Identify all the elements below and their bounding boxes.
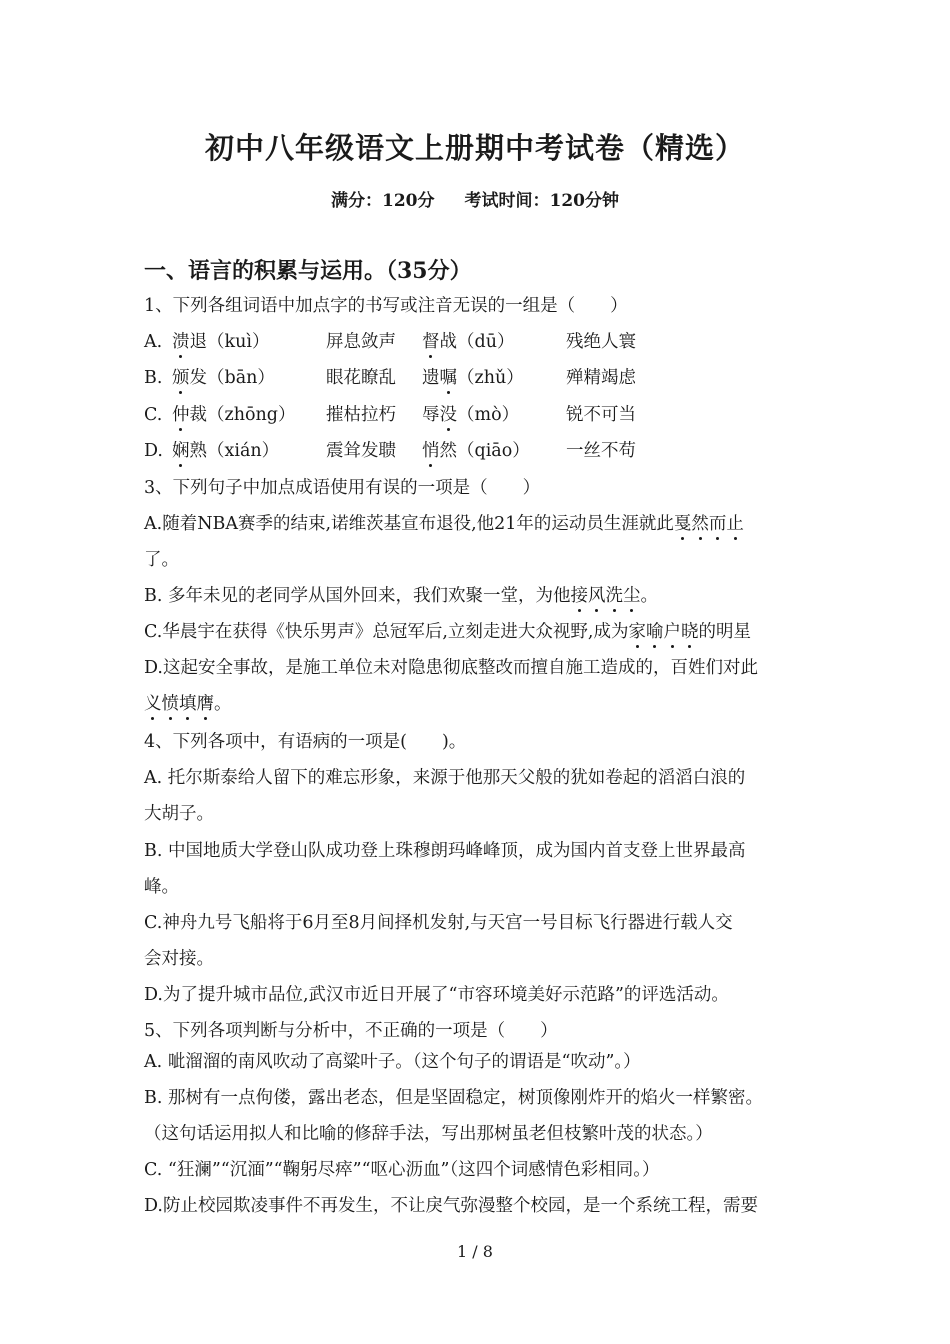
dotted-char: 没 bbox=[439, 405, 457, 425]
q5-option-b-cont: （这句话运用拟人和比喻的修辞手法，写出那树虽老但枝繁叶茂的状态。） bbox=[144, 1124, 713, 1144]
dotted-char: 户 bbox=[663, 622, 681, 642]
option-label: D. bbox=[144, 441, 163, 461]
q5-stem: 5、下列各项判断与分析中，不正确的一项是（ ） bbox=[144, 1021, 558, 1041]
q3-option-a: A.随着NBA赛季的结束,诺维茨基宣布退役,他21年的运动员生涯就此戛然而止 bbox=[144, 514, 744, 534]
q3-option-c: C.华晨宇在获得《快乐男声》总冠军后,立刻走进大众视野,成为家喻户晓的明星 bbox=[144, 622, 751, 642]
dotted-char: 洗 bbox=[605, 586, 623, 606]
exam-info bbox=[0, 186, 950, 211]
dotted-idiom bbox=[144, 694, 214, 714]
word-4: 殚精竭虑 bbox=[566, 368, 636, 388]
q3-stem: 3、下列句子中加点成语使用有误的一项是（ ） bbox=[144, 478, 541, 498]
q4-option-a-cont: 大胡子。 bbox=[144, 804, 214, 824]
dotted-char: 尘 bbox=[622, 586, 641, 606]
word-3: 督战（dū） bbox=[422, 332, 515, 352]
dotted-char: 填 bbox=[179, 694, 197, 714]
q5-option-a: A. 呲溜溜的南风吹动了高粱叶子。（这个句子的谓语是“吹动”。） bbox=[144, 1052, 641, 1072]
word-4: 一丝不苟 bbox=[566, 441, 636, 461]
dotted-char: 戛 bbox=[673, 514, 692, 534]
page-title: 初中八年级语文上册期中考试卷（精选） bbox=[204, 131, 745, 165]
q4-option-d: D.为了提升城市品位,武汉市近日开展了“市容环境美好示范路”的评选活动。 bbox=[144, 985, 729, 1005]
word-1: 颁发（bān） bbox=[172, 368, 275, 388]
q3-option-d: D.这起安全事故，是施工单位未对隐患彻底整改而擅自施工造成的，百姓们对此 bbox=[144, 658, 758, 678]
page-number: 1 / 8 bbox=[457, 1242, 493, 1261]
q4-option-a: A. 托尔斯泰给人留下的难忘形象，来源于他那天父般的犹如卷起的滔滔白浪的 bbox=[144, 768, 746, 788]
dotted-char: 喻 bbox=[645, 622, 664, 642]
dotted-idiom bbox=[570, 586, 640, 606]
word-3: 悄然（qiāo） bbox=[422, 441, 530, 461]
dotted-char: 止 bbox=[726, 514, 744, 534]
word-3: 辱没（mò） bbox=[422, 405, 520, 425]
dotted-char: 义 bbox=[144, 694, 162, 714]
word-2: 摧枯拉朽 bbox=[326, 405, 396, 425]
dotted-char: 家 bbox=[628, 622, 646, 642]
word-4: 锐不可当 bbox=[566, 405, 636, 425]
option-label: A. bbox=[144, 332, 163, 352]
dotted-char: 溃 bbox=[172, 332, 190, 352]
dotted-char: 嘱 bbox=[439, 368, 457, 388]
q4-stem: 4、下列各项中，有语病的一项是( )。 bbox=[144, 732, 467, 752]
dotted-char: 而 bbox=[708, 514, 727, 534]
q3-option-a-cont: 了。 bbox=[144, 550, 179, 570]
dotted-char: 愤 bbox=[161, 694, 179, 714]
dotted-idiom bbox=[628, 622, 698, 642]
dotted-char: 悄 bbox=[422, 441, 440, 461]
dotted-char: 接 bbox=[570, 586, 588, 606]
dotted-char: 膺 bbox=[196, 694, 214, 714]
word-1: 仲裁（zhōng） bbox=[172, 405, 296, 425]
dotted-char: 娴 bbox=[172, 441, 190, 461]
dotted-char: 颁 bbox=[172, 368, 190, 388]
option-label: C. bbox=[144, 405, 163, 425]
dotted-char: 晓 bbox=[680, 622, 699, 642]
dotted-idiom bbox=[674, 514, 744, 534]
q3-option-d-cont: 义愤填膺。 bbox=[144, 694, 232, 714]
word-2: 眼花瞭乱 bbox=[326, 368, 396, 388]
exam-time: 考试时间：120分钟 bbox=[464, 191, 619, 211]
word-4: 残绝人寰 bbox=[566, 332, 636, 352]
section-heading: 一、语言的积累与运用。（35分） bbox=[144, 258, 472, 284]
q4-option-c: C.神舟九号飞船将于6月至8月间择机发射,与天宫一号目标飞行器进行载人交 bbox=[144, 913, 733, 933]
q4-option-c-cont: 会对接。 bbox=[144, 949, 214, 969]
dotted-char: 然 bbox=[691, 514, 709, 534]
word-3: 遗嘱（zhǔ） bbox=[422, 368, 524, 388]
option-label: B. bbox=[144, 368, 163, 388]
dotted-char: 风 bbox=[587, 586, 606, 606]
q5-option-d: D.防止校园欺凌事件不再发生，不让戾气弥漫整个校园，是一个系统工程，需要 bbox=[144, 1196, 758, 1216]
word-1: 娴熟（xián） bbox=[172, 441, 280, 461]
q5-option-b: B. 那树有一点佝偻，露出老态，但是坚固稳定，树顶像刚炸开的焰火一样繁密。 bbox=[144, 1088, 763, 1108]
q4-option-b: B. 中国地质大学登山队成功登上珠穆朗玛峰峰顶，成为国内首支登上世界最高 bbox=[144, 841, 746, 861]
dotted-char: 督 bbox=[422, 332, 440, 352]
word-2: 震耸发聩 bbox=[326, 441, 396, 461]
word-1: 溃退（kuì） bbox=[172, 332, 270, 352]
q4-option-b-cont: 峰。 bbox=[144, 877, 179, 897]
word-2: 屏息敛声 bbox=[326, 332, 396, 352]
q3-option-b: B. 多年未见的老同学从国外回来，我们欢聚一堂，为他接风洗尘。 bbox=[144, 586, 658, 606]
dotted-char: 仲 bbox=[172, 405, 190, 425]
q5-option-c: C. “狂澜”“沉湎”“鞠躬尽瘁”“呕心沥血”（这四个词感情色彩相同。） bbox=[144, 1160, 660, 1180]
q1-stem: 1、下列各组词语中加点字的书写或注音无误的一组是（ ） bbox=[144, 296, 628, 316]
full-score: 满分：120分 bbox=[331, 191, 435, 211]
